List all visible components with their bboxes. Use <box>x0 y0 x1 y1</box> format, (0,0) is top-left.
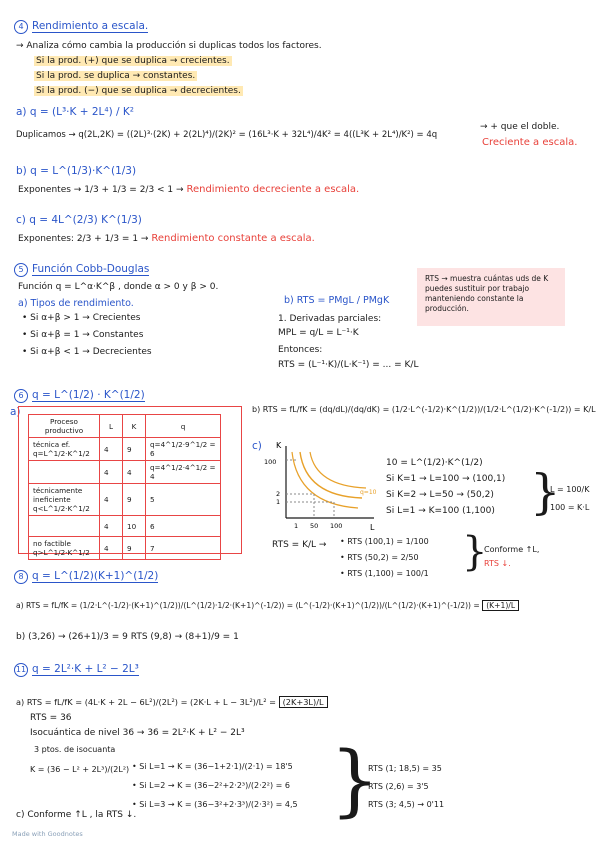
section-number-badge: 5 <box>14 263 28 277</box>
isoquant-plot <box>262 438 382 534</box>
s6-c-kl-formula: 100 = K·L <box>550 503 590 512</box>
s6-c-point-2: Si K=2 → L=50 → (50,2) <box>386 490 494 500</box>
rts-definition-note: RTS → muestra cuántas uds de K puedes sustituir por trabajo manteniendo constante la producción. <box>417 268 565 326</box>
s6-b-rts-derivation: b) RTS = fL/fK = (dq/dL)/(dq/dK) = (1/2·L^(-1/2)·K^(1/2))/(1/2·L^(1/2)·K^(-1/2)) = K/L <box>252 405 596 414</box>
tick-label: 100 <box>264 458 277 466</box>
s11-points-title: 3 ptos. de isocuanta <box>34 745 116 754</box>
isoquant-curve-q10 <box>300 452 362 498</box>
s5-b-title: b) RTS = PMgL / PMgK <box>284 295 390 306</box>
table-cell <box>29 516 100 537</box>
s4-b-exponents: Exponentes → 1/3 + 1/3 = 2/3 < 1 → Rendimiento decreciente a escala. <box>18 184 360 195</box>
table-header-cell: K <box>123 415 146 438</box>
s11-rts-2: RTS (2,6) = 3'5 <box>368 782 429 791</box>
tick-label: 2 <box>276 490 281 498</box>
table-cell: q=4^1/2·9^1/2 = 6 <box>146 438 221 461</box>
section-number-badge: 4 <box>14 20 28 34</box>
table-cell <box>29 461 100 484</box>
table-cell: no factible q>L^1/2·K^1/2 <box>29 537 100 560</box>
s6-rts-value-2: • RTS (50,2) = 2/50 <box>340 553 419 562</box>
table-cell: 4 <box>123 461 146 484</box>
s11-a-rts: a) RTS = fL/fK = (4L·K + 2L − 6L²)/(2L²) = (2K·L + L − 3L²)/L² = (2K+3L)/L <box>16 697 328 708</box>
s11-rts-36: RTS = 36 <box>30 713 72 723</box>
table-row <box>29 438 221 461</box>
tick-label: 1 <box>276 498 281 506</box>
table-header-row <box>29 415 221 438</box>
table-cell: técnicamente ineficiente q<L^1/2·K^1/2 <box>29 484 100 516</box>
section-6-title: 6 q = L^(1/2) · K^(1/2) <box>14 389 145 403</box>
section-8-title: 8 q = L^(1/2)(K+1)^(1/2) <box>14 570 158 584</box>
brace: } <box>462 529 488 575</box>
s8-b-values: b) (3,26) → (26+1)/3 = 9 RTS (9,8) → (8+1)/9 = 1 <box>16 632 239 642</box>
table-cell: 10 <box>123 516 146 537</box>
s6-rts-value-1: • RTS (100,1) = 1/100 <box>340 537 429 546</box>
table-row <box>29 516 221 537</box>
s6-c-isoquant: 10 = L^(1/2)·K^(1/2) <box>386 458 483 468</box>
s4-result-increasing: Creciente a escala. <box>482 137 578 148</box>
production-process-table <box>28 414 221 560</box>
s11-point-2: • Si L=2 → K = (36−2²+2·2³)/(2·2²) = 6 <box>132 781 290 790</box>
s8-a-result-box: (K+1)/L <box>482 600 519 611</box>
table-cell: 9 <box>123 438 146 461</box>
s11-isoquant: Isocuántica de nivel 36 → 36 = 2L²·K + L² − 2L³ <box>30 728 245 738</box>
table-cell: 6 <box>146 516 221 537</box>
table-header-cell: q <box>146 415 221 438</box>
s4-result-decreasing: Rendimiento decreciente a escala. <box>186 184 360 195</box>
brace: } <box>330 736 380 826</box>
s4-doubling <box>16 130 437 141</box>
s4-result-constant: Rendimiento constante a escala. <box>151 233 315 244</box>
s6-c-point-3: Si L=1 → K=100 (1,100) <box>386 506 495 516</box>
s4-rule-increasing: Si la prod. (+) que se duplica → crecientes. <box>36 56 230 66</box>
section-number-badge: 8 <box>14 570 28 584</box>
s5-rule-3: • Si α+β < 1 → Decrecientes <box>22 347 152 357</box>
s5-function: Función q = L^α·K^β , donde α > 0 y β > 0. <box>18 282 219 292</box>
s6-c-label: c) <box>252 440 262 452</box>
s6-c-l-formula: L = 100/K <box>550 485 590 494</box>
s5-b-rts: RTS = (L⁻¹·K)/(L·K⁻¹) = ... = K/L <box>278 360 419 370</box>
table-cell: 4 <box>100 516 123 537</box>
table-row <box>29 484 221 516</box>
s11-rts-1: RTS (1; 18,5) = 35 <box>368 764 442 773</box>
s5-rule-2: • Si α+β = 1 → Constantes <box>22 330 144 340</box>
s4-doubling-equation: q(2L,2K) = ((2L)³·(2K) + 2(2L)⁴)/(2K)² = (16L³·K + 32L⁴)/4K² = 4((L³K + 2L⁴)/K²) = 4q <box>78 130 438 140</box>
s6-conclusion-rts: RTS ↓. <box>484 559 511 568</box>
section-number-badge: 6 <box>14 389 28 403</box>
s5-b-mpl: MPL = q/L = L⁻¹·K <box>278 328 359 338</box>
s5-b-then: Entonces: <box>278 345 323 355</box>
table-cell: técnica ef. q=L^1/2·K^1/2 <box>29 438 100 461</box>
s6-c-point-1: Si K=1 → L=100 → (100,1) <box>386 474 506 484</box>
brace: } <box>530 464 561 520</box>
s6-rts-value-3: • RTS (1,100) = 100/1 <box>340 569 429 578</box>
axis-label-l: L <box>370 523 375 532</box>
axis-label-k: K <box>276 441 282 450</box>
section-5-title: 5 Función Cobb-Douglas <box>14 263 149 277</box>
tick-label: 100 <box>330 522 343 530</box>
section-11-title: 11 q = 2L²·K + L² − 2L³ <box>15 663 139 675</box>
s4-rule-constant: Si la prod. se duplica → constantes. <box>36 71 196 81</box>
table-row <box>29 461 221 484</box>
s4-b-function: b) q = L^(1/3)·K^(1/3) <box>16 165 137 177</box>
table-cell: 4 <box>100 537 123 560</box>
section-4-title: 4 Rendimiento a escala. <box>14 20 148 34</box>
s6-rts-def: RTS = K/L → <box>272 540 327 550</box>
table-header-cell: L <box>100 415 123 438</box>
table-cell: q=4^1/2·4^1/2 = 4 <box>146 461 221 484</box>
s6-conclusion: Conforme ↑L, <box>484 545 540 554</box>
table-cell: 4 <box>100 461 123 484</box>
s4-rule-decreasing: Si la prod. (−) que se duplica → decrecientes. <box>36 86 241 96</box>
table-row <box>29 537 221 560</box>
table-header-cell: Proceso productivo <box>29 415 100 438</box>
s4-doubling-label: Duplicamos → <box>16 130 76 140</box>
s11-k-formula: K = (36 − L² + 2L³)/(2L²) <box>30 765 130 774</box>
section-number-badge: 11 <box>14 663 28 677</box>
s5-rule-1: • Si α+β > 1 → Crecientes <box>22 313 141 323</box>
s4-a-function: a) q = (L³·K + 2L⁴) / K² <box>16 106 135 118</box>
isoquant-curve-high <box>310 452 366 488</box>
table-cell: 9 <box>123 537 146 560</box>
s5-b-step-1: 1. Derivadas parciales: <box>278 314 382 324</box>
table-cell: 4 <box>100 484 123 516</box>
tick-label: 50 <box>310 522 319 530</box>
tick-label: 1 <box>294 522 299 530</box>
goodnotes-watermark: Made with Goodnotes <box>12 830 83 838</box>
s4-c-function: c) q = 4L^(2/3) K^(1/3) <box>16 214 142 226</box>
s11-rts-3: RTS (3; 4,5) → 0'11 <box>368 800 445 809</box>
s4-intro: → Analiza cómo cambia la producción si duplicas todos los factores. <box>16 41 322 51</box>
s8-a-rts: a) RTS = fL/fK = (1/2·L^(-1/2)·(K+1)^(1/2))/(L^(1/2)·1/2·(K+1)^(-1/2)) = (L^(-1/2)·(K+1)^(1/2))/(L^(1/2)·(K+1)^(-1/2)) = (K+1)/L <box>16 600 519 611</box>
s5-a-title: a) Tipos de rendimiento. <box>18 298 134 309</box>
s6-a-label: a) <box>10 406 21 418</box>
s11-c-conclusion: c) Conforme ↑L , la RTS ↓. <box>16 810 137 820</box>
table-cell: 9 <box>123 484 146 516</box>
s11-point-3: • Si L=3 → K = (36−3²+2·3³)/(2·3²) = 4,5 <box>132 800 298 809</box>
s4-c-exponents: Exponentes: 2/3 + 1/3 = 1 → Rendimiento constante a escala. <box>18 233 315 244</box>
s4-doubling-tail: → + que el doble. <box>480 122 560 132</box>
table-cell: 7 <box>146 537 221 560</box>
table-cell: 5 <box>146 484 221 516</box>
isoquant-label: q=10 <box>360 489 377 496</box>
table-cell: 4 <box>100 438 123 461</box>
s11-a-result-box: (2K+3L)/L <box>279 696 328 708</box>
s11-point-1: • Si L=1 → K = (36−1+2·1)/(2·1) = 18'5 <box>132 762 293 771</box>
